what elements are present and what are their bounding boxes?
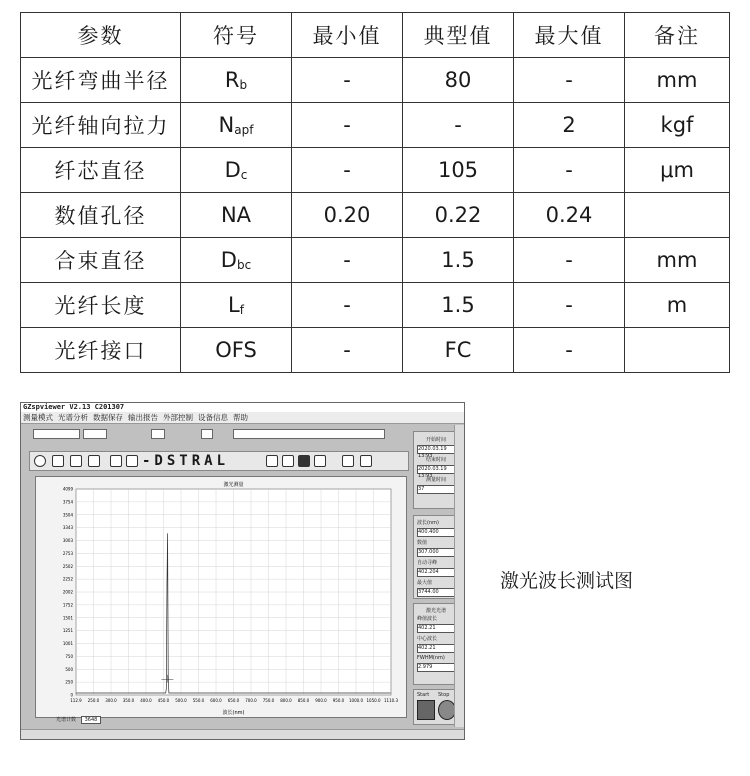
stop-label: Stop xyxy=(438,692,450,698)
lock-icon[interactable] xyxy=(110,455,122,467)
count-bar xyxy=(56,716,101,725)
x-tick-label: 850.0 xyxy=(297,698,310,703)
y-tick-label: 3504 xyxy=(62,512,73,518)
symbol-main: N xyxy=(218,113,235,137)
symbol-cell xyxy=(181,58,292,103)
control-row xyxy=(25,426,405,440)
note-cell: kgf xyxy=(625,103,730,148)
x-tick-label: 450.0 xyxy=(157,698,170,703)
spectrum-panel xyxy=(413,603,459,685)
end-time-value: 2020.03.19 13:93 xyxy=(417,465,455,474)
figure-caption: 激光波长测试图 xyxy=(500,570,634,592)
x-tick-label: 400.0 xyxy=(140,698,152,703)
wavelength-label: 波长(nm) xyxy=(417,520,439,526)
x-tick-label: 300.0 xyxy=(105,698,117,703)
max-cell: - xyxy=(514,58,625,103)
table-row xyxy=(21,58,730,103)
max-label: 最大值 xyxy=(417,580,433,586)
move-icon[interactable] xyxy=(52,455,64,467)
menu-item[interactable]: 测量模式 xyxy=(23,413,53,422)
boxcar-input[interactable] xyxy=(201,429,213,439)
upload-icon[interactable] xyxy=(70,455,82,467)
save-icon[interactable] xyxy=(266,455,278,467)
y-tick-label: 2252 xyxy=(62,576,73,582)
auto-peak-value: 402.204 xyxy=(417,568,455,577)
typ-cell: 0.22 xyxy=(403,193,514,238)
note-cell: m xyxy=(625,283,730,328)
print-icon[interactable] xyxy=(88,455,100,467)
window-title: GZspviewer V2.13 C201307 xyxy=(21,403,464,412)
y-tick-label: 250 xyxy=(65,679,73,685)
symbol-main: D xyxy=(220,248,237,272)
symbol-main: L xyxy=(228,293,240,317)
zoom-icon[interactable] xyxy=(384,455,394,465)
symbol-subscript: c xyxy=(240,168,248,182)
x-tick-label: 950.0 xyxy=(332,698,345,703)
min-cell: - xyxy=(292,103,403,148)
fwhm-label: FWHM(nm) xyxy=(417,655,445,661)
header-cell: 典型值 xyxy=(403,13,514,58)
table-row xyxy=(21,193,730,238)
x-tick-label: 250.0 xyxy=(87,698,100,703)
y-tick-label: 3343 xyxy=(62,525,73,531)
start-label: Start xyxy=(417,692,430,698)
param-cell: 光纤轴向拉力 xyxy=(21,103,181,148)
y-tick-label: 2002 xyxy=(62,589,73,595)
table-row xyxy=(21,238,730,283)
symbol-cell xyxy=(181,238,292,283)
symbol-cell xyxy=(181,103,292,148)
y-tick-label: 1501 xyxy=(62,615,73,621)
param-cell: 纤芯直径 xyxy=(21,148,181,193)
x-tick-label: 700.0 xyxy=(245,698,257,703)
center-wl-label: 中心波长 xyxy=(417,636,438,642)
param-cell: 光纤接口 xyxy=(21,328,181,373)
max-cell: 2 xyxy=(514,103,625,148)
symbol-subscript: bc xyxy=(236,258,252,272)
x-tick-label: 112.9 xyxy=(70,698,82,703)
x-tick-label: 650.0 xyxy=(227,698,240,703)
x-tick-label: 600.0 xyxy=(210,698,222,703)
spectrum-label: 激光光谱 xyxy=(425,608,446,614)
typ-cell: 80 xyxy=(403,58,514,103)
peak-wl-label: 峰值波长 xyxy=(417,616,438,622)
typ-cell: 105 xyxy=(403,148,514,193)
menu-item[interactable]: 输出报告 xyxy=(128,413,158,422)
center-wl-value: 402.21 xyxy=(417,644,455,653)
menu-bar xyxy=(21,412,464,424)
run-panel xyxy=(413,689,459,725)
max-cell: - xyxy=(514,238,625,283)
auto-peak-label: 自动寻峰 xyxy=(417,560,438,566)
spectrum-software-screenshot xyxy=(20,402,465,740)
table-body xyxy=(21,58,730,373)
param-cell: 光纤长度 xyxy=(21,283,181,328)
table-row xyxy=(21,148,730,193)
table-row xyxy=(21,328,730,373)
min-cell: - xyxy=(292,148,403,193)
param-cell: 数值孔径 xyxy=(21,193,181,238)
x-axis-label: 波长(nm) xyxy=(222,710,245,716)
header-row xyxy=(21,13,730,58)
symbol-subscript: b xyxy=(239,78,248,92)
plot-title: 激光测量 xyxy=(223,482,244,488)
max-cell: 0.24 xyxy=(514,193,625,238)
header-cell: 最小值 xyxy=(292,13,403,58)
header-cell: 最大值 xyxy=(514,13,625,58)
x-tick-label: 550.0 xyxy=(192,698,205,703)
header-cell: 参数 xyxy=(21,13,181,58)
note-cell xyxy=(625,328,730,373)
y-tick-label: 750 xyxy=(65,653,73,659)
plot-toolbar xyxy=(29,451,409,471)
path-input[interactable] xyxy=(233,429,385,439)
unlock-icon[interactable] xyxy=(126,455,138,467)
mode-select[interactable] xyxy=(33,429,80,439)
settings-icon[interactable] xyxy=(360,455,372,467)
symbol-cell xyxy=(181,148,292,193)
symbol-cell xyxy=(181,193,292,238)
fwhm-value: 2.979 xyxy=(417,663,455,672)
note-cell xyxy=(625,193,730,238)
vertical-scrollbar[interactable] xyxy=(454,425,464,727)
y-tick-label: 500 xyxy=(65,666,73,672)
count-label: 数值 xyxy=(417,540,428,546)
table-row xyxy=(21,103,730,148)
x-tick-label: 1050.0 xyxy=(366,698,381,703)
avg-input[interactable] xyxy=(151,429,165,439)
min-cell: - xyxy=(292,283,403,328)
play-icon[interactable] xyxy=(34,455,46,467)
menu-item[interactable]: 设备信息 xyxy=(198,413,228,422)
symbol-cell xyxy=(181,283,292,328)
menu-item[interactable]: 光谱分析 xyxy=(58,413,88,422)
x-tick-label: 500.0 xyxy=(175,698,187,703)
spec-table xyxy=(20,12,730,373)
header-cell: 备注 xyxy=(625,13,730,58)
wavelength-value: 400.400 xyxy=(417,528,455,537)
symbol-subscript: f xyxy=(239,303,244,317)
header-cell: 符号 xyxy=(181,13,292,58)
note-cell: μm xyxy=(625,148,730,193)
y-tick-label: 2502 xyxy=(62,563,73,569)
typ-cell: 1.5 xyxy=(403,283,514,328)
y-tick-label: 4099 xyxy=(62,486,73,492)
spectrum-count-label: 光谱计数 xyxy=(56,717,77,723)
typ-cell: 1.5 xyxy=(403,238,514,283)
note-cell: mm xyxy=(625,238,730,283)
menu-item[interactable]: 帮助 xyxy=(233,413,248,422)
typ-cell: - xyxy=(403,103,514,148)
interval-input[interactable] xyxy=(83,429,107,439)
close-icon[interactable] xyxy=(314,455,326,467)
symbol-cell xyxy=(181,328,292,373)
time-panel xyxy=(413,431,459,509)
elapsed-label: 测量时间 xyxy=(425,477,446,483)
param-cell: 合束直径 xyxy=(21,238,181,283)
x-tick-label: 1000.0 xyxy=(349,698,363,703)
toolbar-label: -DSTRAL xyxy=(142,453,230,469)
max-value: 3744.00 xyxy=(417,588,455,597)
y-tick-label: 1752 xyxy=(62,602,73,608)
peak-wl-value: 402.21 xyxy=(417,624,455,633)
y-tick-label: 3003 xyxy=(62,538,73,543)
note-cell: mm xyxy=(625,58,730,103)
y-tick-label: 0 xyxy=(70,692,73,698)
max-cell: - xyxy=(514,328,625,373)
screen-icon[interactable] xyxy=(298,455,310,467)
y-tick-label: 1251 xyxy=(62,628,73,634)
x-tick-label: 900.0 xyxy=(315,698,327,703)
typ-cell: FC xyxy=(403,328,514,373)
min-cell: - xyxy=(292,328,403,373)
symbol-main: NA xyxy=(220,203,252,227)
menu-item[interactable]: 外部控制 xyxy=(163,413,193,422)
y-tick-label: 2753 xyxy=(62,550,73,556)
symbol-main: OFS xyxy=(215,338,257,362)
x-tick-label: 1110.3 xyxy=(384,698,398,703)
count-value: 307.000 xyxy=(417,548,455,557)
param-cell: 光纤弯曲半径 xyxy=(21,58,181,103)
max-cell: - xyxy=(514,148,625,193)
end-time-label: 结束时间 xyxy=(425,457,446,463)
x-tick-label: 800.0 xyxy=(280,698,292,703)
horizontal-scrollbar[interactable] xyxy=(21,729,464,739)
y-tick-label: 1001 xyxy=(62,641,73,646)
y-tick-label: 3754 xyxy=(62,499,73,505)
table-row xyxy=(21,283,730,328)
max-cell: - xyxy=(514,283,625,328)
min-cell: 0.20 xyxy=(292,193,403,238)
symbol-main: R xyxy=(224,68,240,92)
start-time-value: 2020.03.19 13:93 xyxy=(417,445,455,454)
plot-canvas xyxy=(36,477,406,717)
symbol-subscript: apf xyxy=(234,123,254,137)
menu-item[interactable]: 数据保存 xyxy=(93,413,123,422)
side-panel xyxy=(413,431,459,726)
report-icon[interactable] xyxy=(282,455,294,467)
spectrum-count-value: 3648 xyxy=(81,716,102,724)
elapsed-value: 37 xyxy=(417,485,455,494)
start-button[interactable] xyxy=(417,700,435,720)
spectrum-plot xyxy=(35,476,407,718)
min-cell: - xyxy=(292,238,403,283)
x-tick-label: 750.0 xyxy=(262,698,275,703)
readout-panel xyxy=(413,515,459,599)
start-time-label: 开始时间 xyxy=(425,437,446,443)
info-icon[interactable] xyxy=(342,455,354,467)
min-cell: - xyxy=(292,58,403,103)
symbol-main: D xyxy=(224,158,241,182)
x-tick-label: 350.0 xyxy=(122,698,135,703)
